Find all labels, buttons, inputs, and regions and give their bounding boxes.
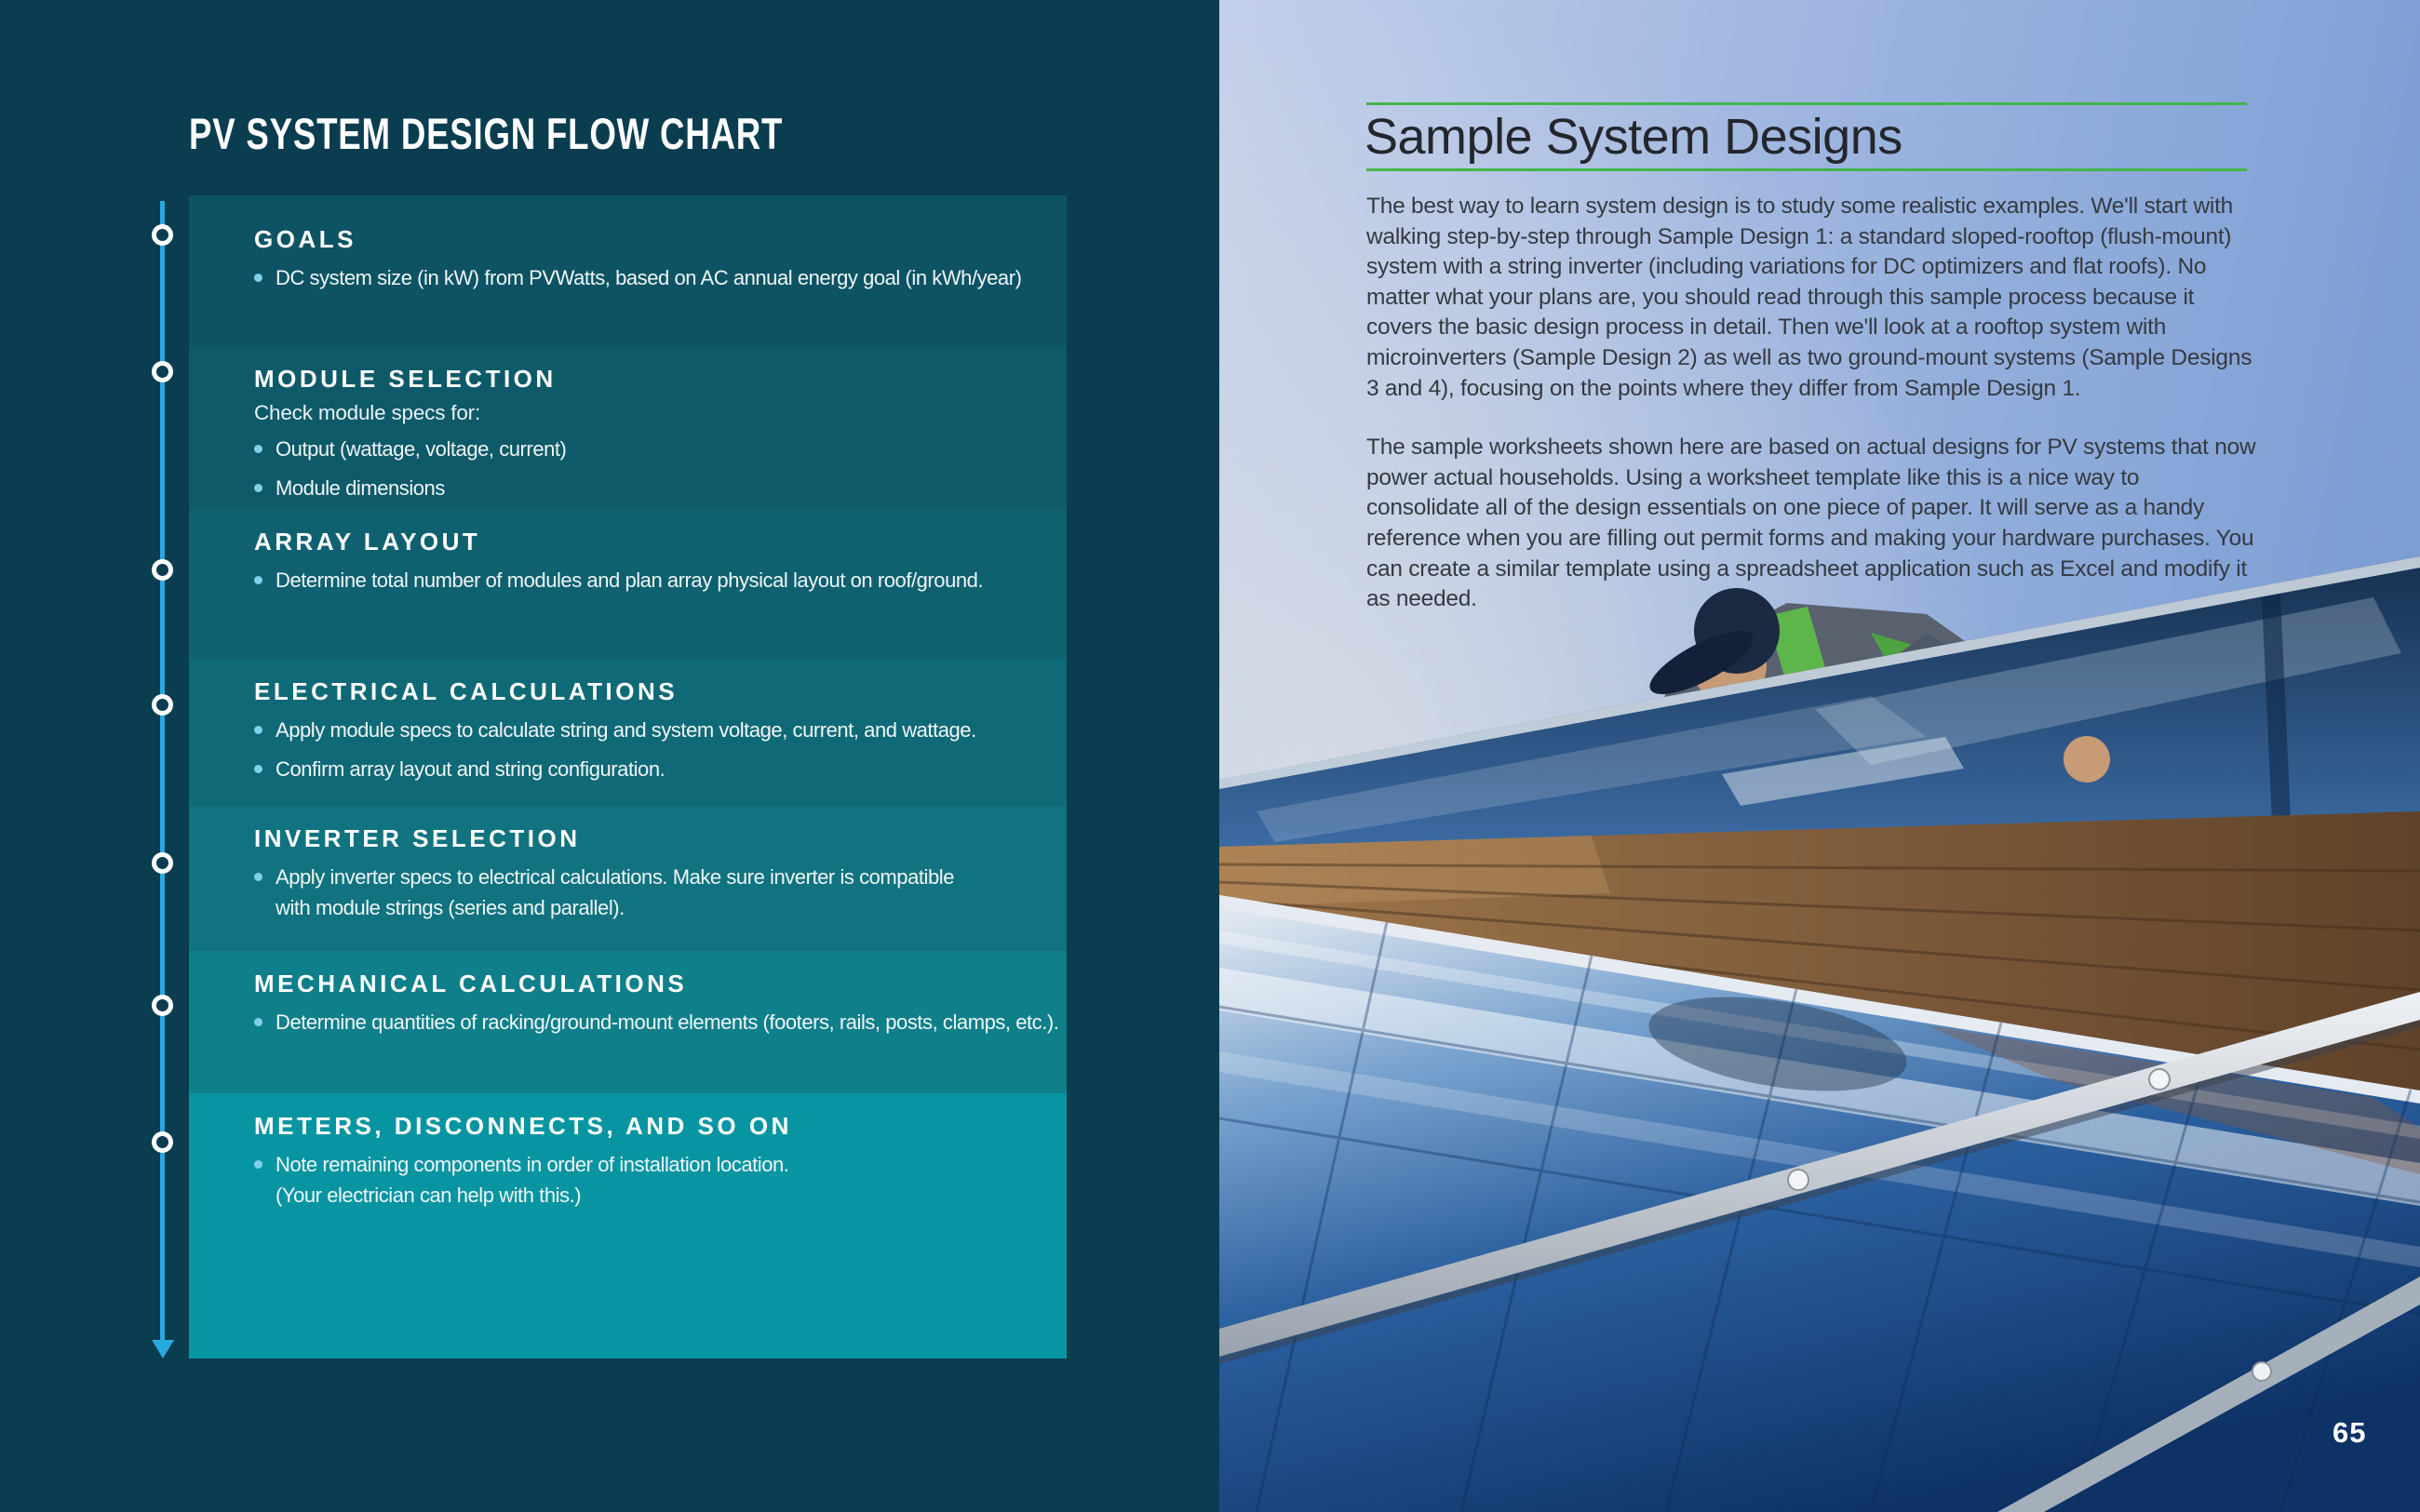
step-title: MECHANICAL CALCULATIONS bbox=[254, 970, 688, 997]
bullet-dot-icon bbox=[254, 1160, 262, 1169]
flow-chart-title: PV SYSTEM DESIGN FLOW CHART bbox=[189, 109, 784, 158]
bullet-item bbox=[254, 715, 1052, 745]
bullet-text bbox=[276, 434, 566, 464]
bullet-text bbox=[276, 1149, 788, 1211]
bullet-item bbox=[254, 262, 1052, 293]
flow-step bbox=[189, 806, 1067, 951]
bullet-dot-icon bbox=[254, 274, 262, 282]
step-title: INVERTER SELECTION bbox=[254, 824, 581, 852]
bullet-item bbox=[254, 754, 1052, 784]
bullet-text bbox=[276, 473, 445, 503]
step-title: MODULE SELECTION bbox=[254, 365, 557, 393]
step-subtitle: Check module specs for: bbox=[254, 401, 481, 424]
bullet-item bbox=[254, 1149, 1052, 1211]
flow-step bbox=[189, 951, 1067, 1093]
bullet-line: Apply inverter specs to electrical calculations. Make sure inverter is compatible bbox=[276, 865, 954, 889]
step-title: GOALS bbox=[254, 225, 356, 253]
bullet-dot-icon bbox=[254, 765, 262, 773]
bullet-line: Determine quantities of racking/ground-mount elements (footers, rails, posts, clamps, etc.). bbox=[276, 1010, 1059, 1034]
timeline-node-circle bbox=[152, 995, 173, 1016]
flow-step bbox=[189, 1093, 1067, 1358]
timeline-node-circle bbox=[152, 1131, 173, 1153]
bullet-text bbox=[276, 862, 954, 923]
bullet-line: (Your electrician can help with this.) bbox=[276, 1184, 582, 1207]
bullet-line: DC system size (in kW) from PVWatts, based on AC annual energy goal (in kWh/year) bbox=[276, 266, 1022, 289]
flow-step bbox=[189, 346, 1067, 509]
timeline-node-circle bbox=[152, 224, 173, 246]
bullet-item bbox=[254, 1007, 1059, 1037]
bullet-dot-icon bbox=[254, 873, 262, 881]
page-heading: Sample System Designs bbox=[1365, 109, 1902, 165]
bullet-line: with module strings (series and parallel). bbox=[276, 896, 625, 919]
bullet-text bbox=[276, 565, 983, 595]
timeline-arrow-icon bbox=[152, 1340, 174, 1358]
flow-step bbox=[189, 195, 1067, 346]
bullet-item bbox=[254, 862, 1052, 923]
flow-step bbox=[189, 659, 1067, 806]
heading-rule-top bbox=[1366, 102, 2247, 105]
bullet-item bbox=[254, 473, 1052, 503]
timeline-node-circle bbox=[152, 559, 173, 581]
bullet-dot-icon bbox=[254, 1018, 262, 1026]
step-title: ARRAY LAYOUT bbox=[254, 528, 481, 555]
bullet-line: Determine total number of modules and plan array physical layout on roof/ground. bbox=[276, 569, 984, 592]
bullet-text bbox=[276, 262, 1021, 293]
heading-rule-bottom bbox=[1366, 168, 2247, 171]
bullet-text bbox=[276, 715, 976, 745]
bullet-dot-icon bbox=[254, 576, 262, 584]
bullet-dot-icon bbox=[254, 484, 262, 492]
timeline-node-circle bbox=[152, 694, 173, 716]
body-paragraph: The sample worksheets shown here are based on actual designs for PV systems that now power actual households. Using a worksheet template like this is a nice way to consolidate all of the design essentials on one piece of paper. It will serve as a handy reference when you are filling out permit forms and making your hardware purchases. You can create a similar template using a spreadsheet application such as Excel and modify it as needed. bbox=[1366, 435, 2256, 612]
timeline-node-circle bbox=[152, 852, 173, 874]
bullet-item bbox=[254, 434, 1052, 464]
bullet-line: Note remaining components in order of installation location. bbox=[276, 1153, 789, 1176]
bullet-dot-icon bbox=[254, 726, 262, 734]
flow-steps bbox=[189, 195, 1067, 1358]
bullet-item bbox=[254, 565, 1052, 595]
body-paragraph: The best way to learn system design is to study some realistic examples. We'll start with walking step-by-step through Sample Design 1: a standard sloped-rooftop (flush-mount) system with a string inverter (including variations for DC optimizers and flat roofs). No matter what your plans are, you should read through this sample process because it covers the basic design process in detail. Then we'll look at a rooftop system with microinverters (Sample Design 2) as well as two ground-mount systems (Sample Designs 3 and 4), focusing on the points where they differ from Sample Design 1. bbox=[1366, 194, 2252, 401]
bullet-line: Output (wattage, voltage, current) bbox=[276, 437, 567, 461]
timeline-node-circle bbox=[152, 361, 173, 382]
bullet-dot-icon bbox=[254, 445, 262, 453]
step-title: ELECTRICAL CALCULATIONS bbox=[254, 677, 679, 705]
right-page bbox=[1219, 0, 2420, 1512]
bullet-line: Module dimensions bbox=[276, 476, 445, 500]
flow-step bbox=[189, 509, 1067, 659]
body-text bbox=[1366, 192, 2258, 644]
bullet-line: Confirm array layout and string configuration. bbox=[276, 757, 666, 781]
step-title: METERS, DISCONNECTS, AND SO ON bbox=[254, 1112, 792, 1140]
bullet-text bbox=[276, 1007, 1059, 1037]
page-number: 65 bbox=[2333, 1416, 2367, 1449]
bullet-text bbox=[276, 754, 665, 784]
bullet-line: Apply module specs to calculate string and system voltage, current, and wattage. bbox=[276, 718, 976, 742]
